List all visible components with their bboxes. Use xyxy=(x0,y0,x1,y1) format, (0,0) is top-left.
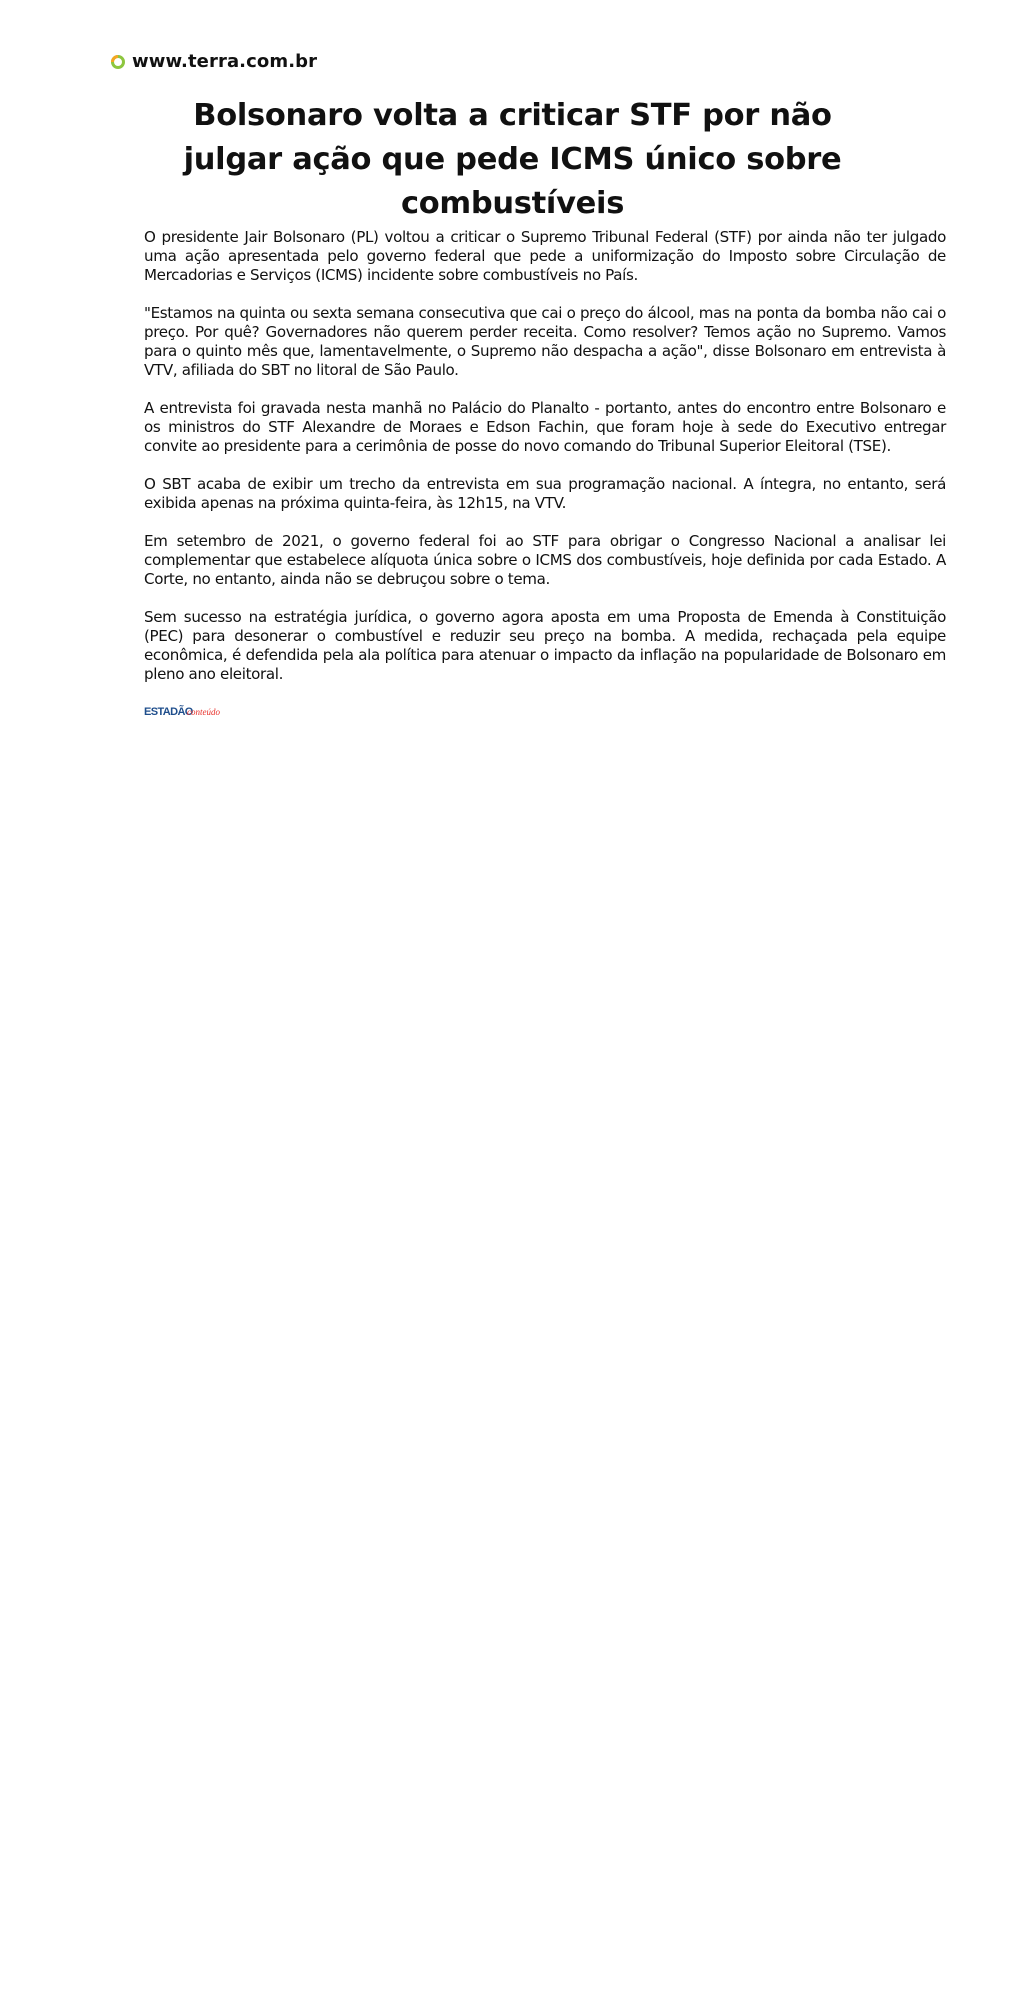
source-brand: ESTADÃO xyxy=(144,706,193,718)
article-title: Bolsonaro volta a criticar STF por não julgar ação que pede ICMS único sobre combustíveis xyxy=(183,98,842,221)
site-header xyxy=(110,51,317,72)
article-paragraph: "Estamos na quinta ou sexta semana consecutiva que cai o preço do álcool, mas na ponta da bomba não cai o preço. Por quê? Governadores não querem perder receita. Como resolver? Temos ação no Supremo. Vamos para o quinto mês que, lamentavelmente, o Supremo não despacha a ação", disse Bolsonaro em entrevista à VTV, afiliada do SBT no litoral de São Paulo. xyxy=(144,304,946,379)
source-suffix: conteúdo xyxy=(187,707,220,717)
article-paragraph: A entrevista foi gravada nesta manhã no Palácio do Planalto - portanto, antes do encontro entre Bolsonaro e os ministros do STF Alexandre de Moraes e Edson Fachin, que foram hoje à sede do Executivo entregar convite ao presidente para a cerimônia de posse do novo comando do Tribunal Superior Eleitoral (TSE). xyxy=(144,399,946,455)
article-paragraph: O SBT acaba de exibir um trecho da entrevista em sua programação nacional. A íntegra, no entanto, será exibida apenas na próxima quinta-feira, às 12h15, na VTV. xyxy=(144,475,946,512)
article-paragraph: Em setembro de 2021, o governo federal foi ao STF para obrigar o Congresso Nacional a analisar lei complementar que estabelece alíquota única sobre o ICMS dos combustíveis, hoje definida por cada Estado. A Corte, no entanto, ainda não se debruçou sobre o tema. xyxy=(144,532,946,588)
article-paragraph: O presidente Jair Bolsonaro (PL) voltou a criticar o Supremo Tribunal Federal (STF) por ainda não ter julgado uma ação apresentada pelo governo federal que pede a uniformização do Imposto sobre Circulação de Mercadorias e Serviços (ICMS) incidente sobre combustíveis no País. xyxy=(144,228,946,284)
site-url[interactable]: www.terra.com.br xyxy=(132,51,318,72)
article-paragraph: Sem sucesso na estratégia jurídica, o governo agora aposta em uma Proposta de Emenda à Constituição (PEC) para desonerar o combustível e reduzir seu preço na bomba. A medida, rechaçada pela equipe econômica, é defendida pela ala política para atenuar o impacto da inflação na popularidade de Bolsonaro em pleno ano eleitoral. xyxy=(144,608,946,683)
estadao-conteudo-logo xyxy=(144,703,946,724)
article-body xyxy=(144,228,946,724)
terra-logo-icon xyxy=(110,54,126,70)
